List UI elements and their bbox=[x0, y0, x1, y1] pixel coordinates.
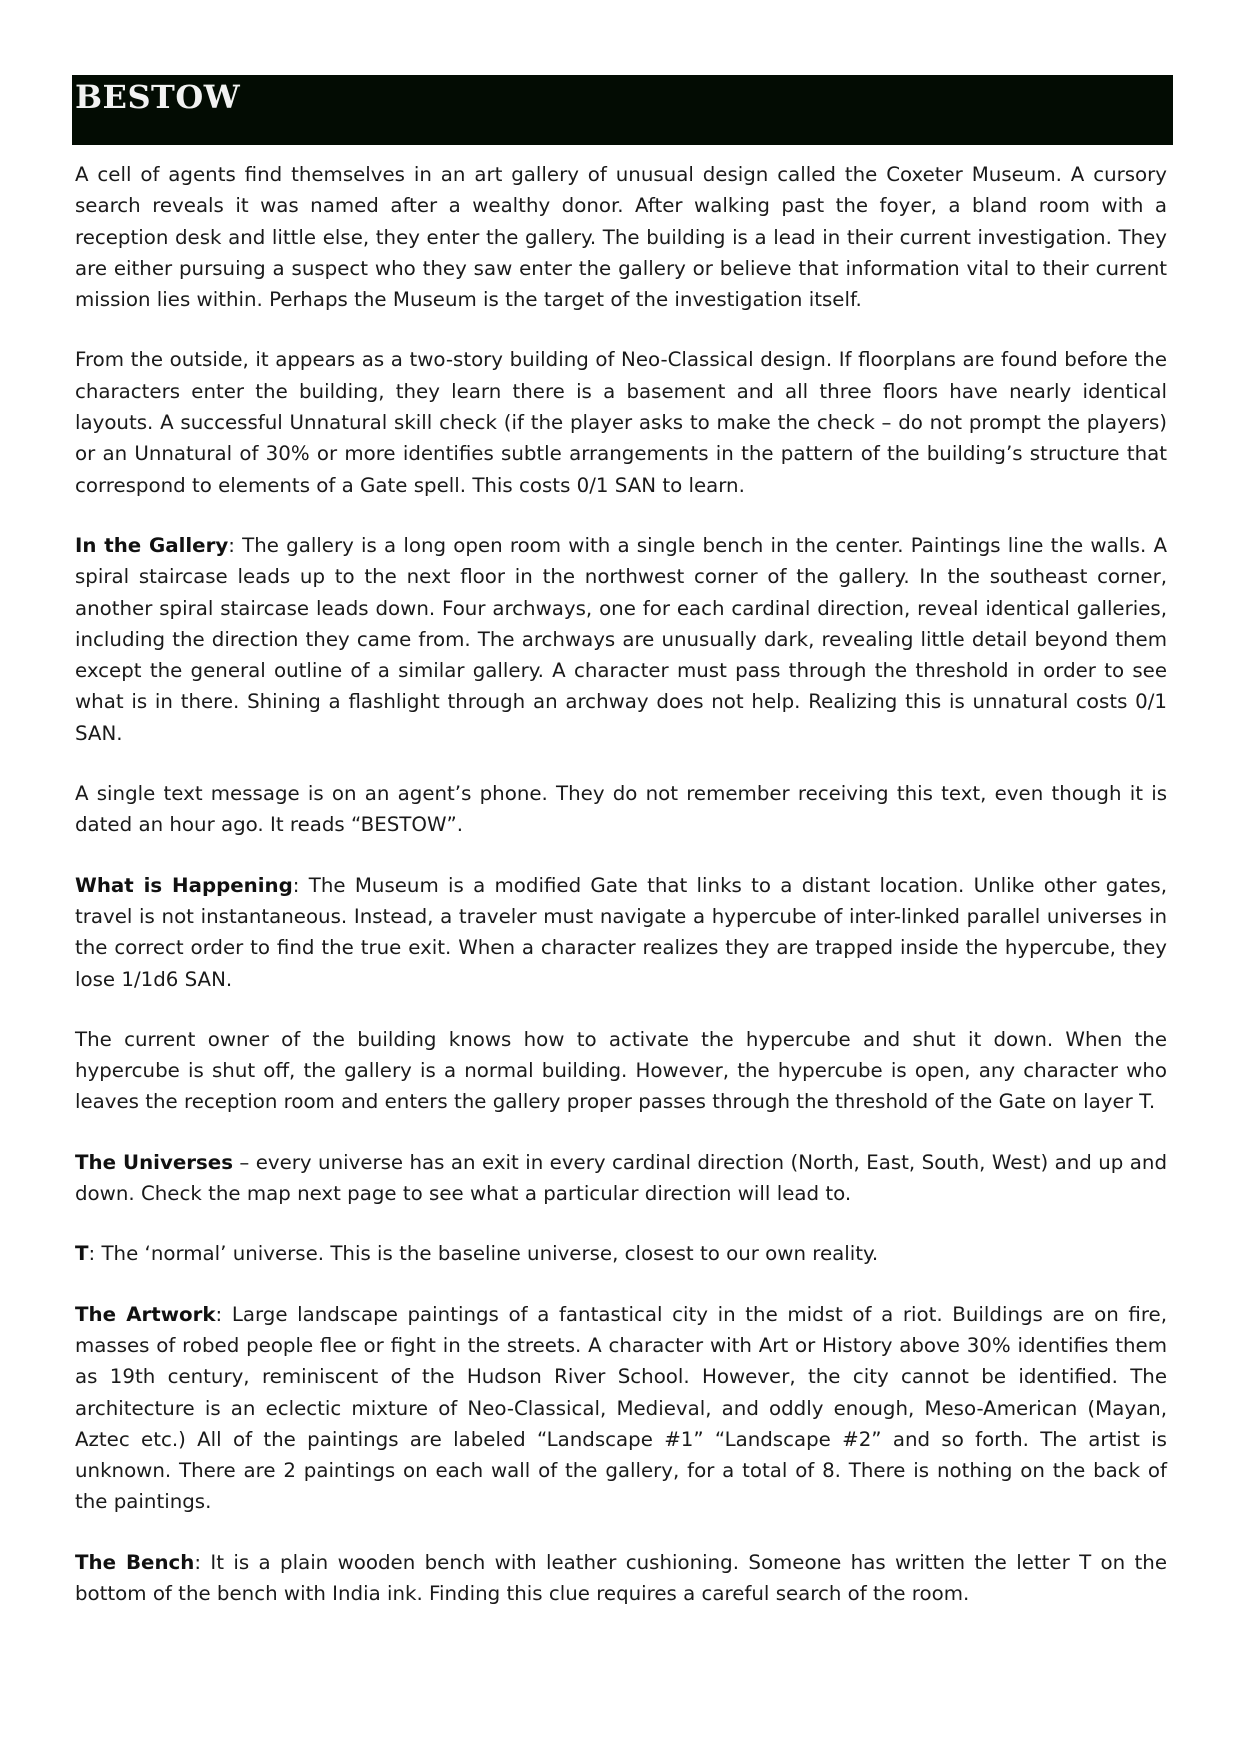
paragraph-text: : The gallery is a long open room with a single bench in the center. Paintings line the walls. A spiral staircase leads up to the next floor in the northwest corner of the gallery. In the southeast corner, another spiral staircase leads down. Four archways, one for each cardinal direction, reveal identical galleries, including the direction they came from. The archways are unusually dark, revealing little detail beyond them except the general outline of a similar gallery. A character must pass through the threshold in order to see what is in there. Shining a flashlight through an archway does not help. Realizing this is unnatural costs 0/1 SAN. bbox=[75, 533, 1167, 745]
paragraph-text: : It is a plain wooden bench with leather cushioning. Someone has written the letter T on the bottom of the bench with India ink. Finding this clue requires a careful search of the room. bbox=[75, 1550, 1167, 1605]
paragraph-text: : Large landscape paintings of a fantastical city in the midst of a riot. Buildings are on fire, masses of robed people flee or fight in the streets. A character with Art or History above 30% identifies them as 19th century, reminiscent of the Hudson River School. However, the city cannot be identified. The architecture is an eclectic mixture of Neo-Classical, Medieval, and oddly enough, Meso-American (Mayan, Aztec etc.) All of the paintings are labeled “Landscape #1” “Landscape #2” and so forth. The artist is unknown. There are 2 paintings on each wall of the gallery, for a total of 8. There is nothing on the back of the paintings. bbox=[75, 1302, 1167, 1514]
page-title: BESTOW bbox=[75, 78, 241, 116]
document-page bbox=[72, 75, 1173, 1609]
paragraph-text: – every universe has an exit in every cardinal direction (North, East, South, West) and up and down. Check the map next page to see what a particular direction will lead to. bbox=[75, 1150, 1167, 1206]
section-heading: T bbox=[75, 1242, 89, 1266]
section-heading: In the Gallery bbox=[75, 533, 229, 557]
paragraph-text: : The ‘normal’ universe. This is the baseline universe, closest to our own reality. bbox=[88, 1242, 879, 1266]
title-banner bbox=[72, 75, 1173, 145]
paragraph-the-bench bbox=[75, 1547, 1167, 1610]
paragraph-text: The current owner of the building knows how to activate the hypercube and shut it down. When the hypercube is shut off, the gallery is a normal building. However, the hypercube is open, any character who leaves the reception room and enters the gallery proper passes through the threshold of the Gate on layer T. bbox=[75, 1027, 1167, 1114]
paragraph-text-message bbox=[75, 778, 1167, 841]
paragraph-text: A single text message is on an agent’s phone. They do not remember receiving this text, even though it is dated an hour ago. It reads “BESTOW”. bbox=[75, 782, 1167, 837]
paragraph-text: A cell of agents find themselves in an art gallery of unusual design called the Coxeter Museum. A cursory search reveals it was named after a wealthy donor. After walking past the foyer, a bland room with a reception desk and little else, they enter the gallery. The building is a lead in their current investigation. They are either pursuing a suspect who they saw enter the gallery or believe that information vital to their current mission lies within. Perhaps the Museum is the target of the investigation itself. bbox=[75, 163, 1167, 312]
paragraph-intro bbox=[75, 159, 1167, 315]
paragraph-text: From the outside, it appears as a two-story building of Neo-Classical design. If floorplans are found before the characters enter the building, they learn there is a basement and all three floors have nearly identical layouts. A successful Unnatural skill check (if the player asks to make the check – do not prompt the players) or an Unnatural of 30% or more identifies subtle arrangements in the pattern of the building’s structure that correspond to elements of a Gate spell. This costs 0/1 SAN to learn. bbox=[75, 348, 1167, 497]
paragraph-the-universes bbox=[75, 1147, 1167, 1210]
paragraph-text: : The Museum is a modified Gate that links to a distant location. Unlike other gates, travel is not instantaneous. Instead, a traveler must navigate a hypercube of inter-linked parallel universes in the correct order to find the true exit. When a character realizes they are trapped inside the hypercube, they lose 1/1d6 SAN. bbox=[75, 873, 1167, 991]
body-text bbox=[72, 159, 1167, 1609]
section-heading: The Artwork bbox=[75, 1302, 216, 1326]
paragraph-universe-t bbox=[75, 1238, 1167, 1269]
paragraph-the-artwork bbox=[75, 1299, 1167, 1518]
paragraph-what-is-happening bbox=[75, 870, 1167, 995]
paragraph-owner bbox=[75, 1024, 1167, 1118]
section-heading: What is Happening bbox=[75, 873, 293, 897]
paragraph-exterior bbox=[75, 344, 1167, 500]
paragraph-in-the-gallery bbox=[75, 530, 1167, 749]
section-heading: The Bench bbox=[75, 1550, 195, 1574]
section-heading: The Universes bbox=[75, 1150, 233, 1174]
